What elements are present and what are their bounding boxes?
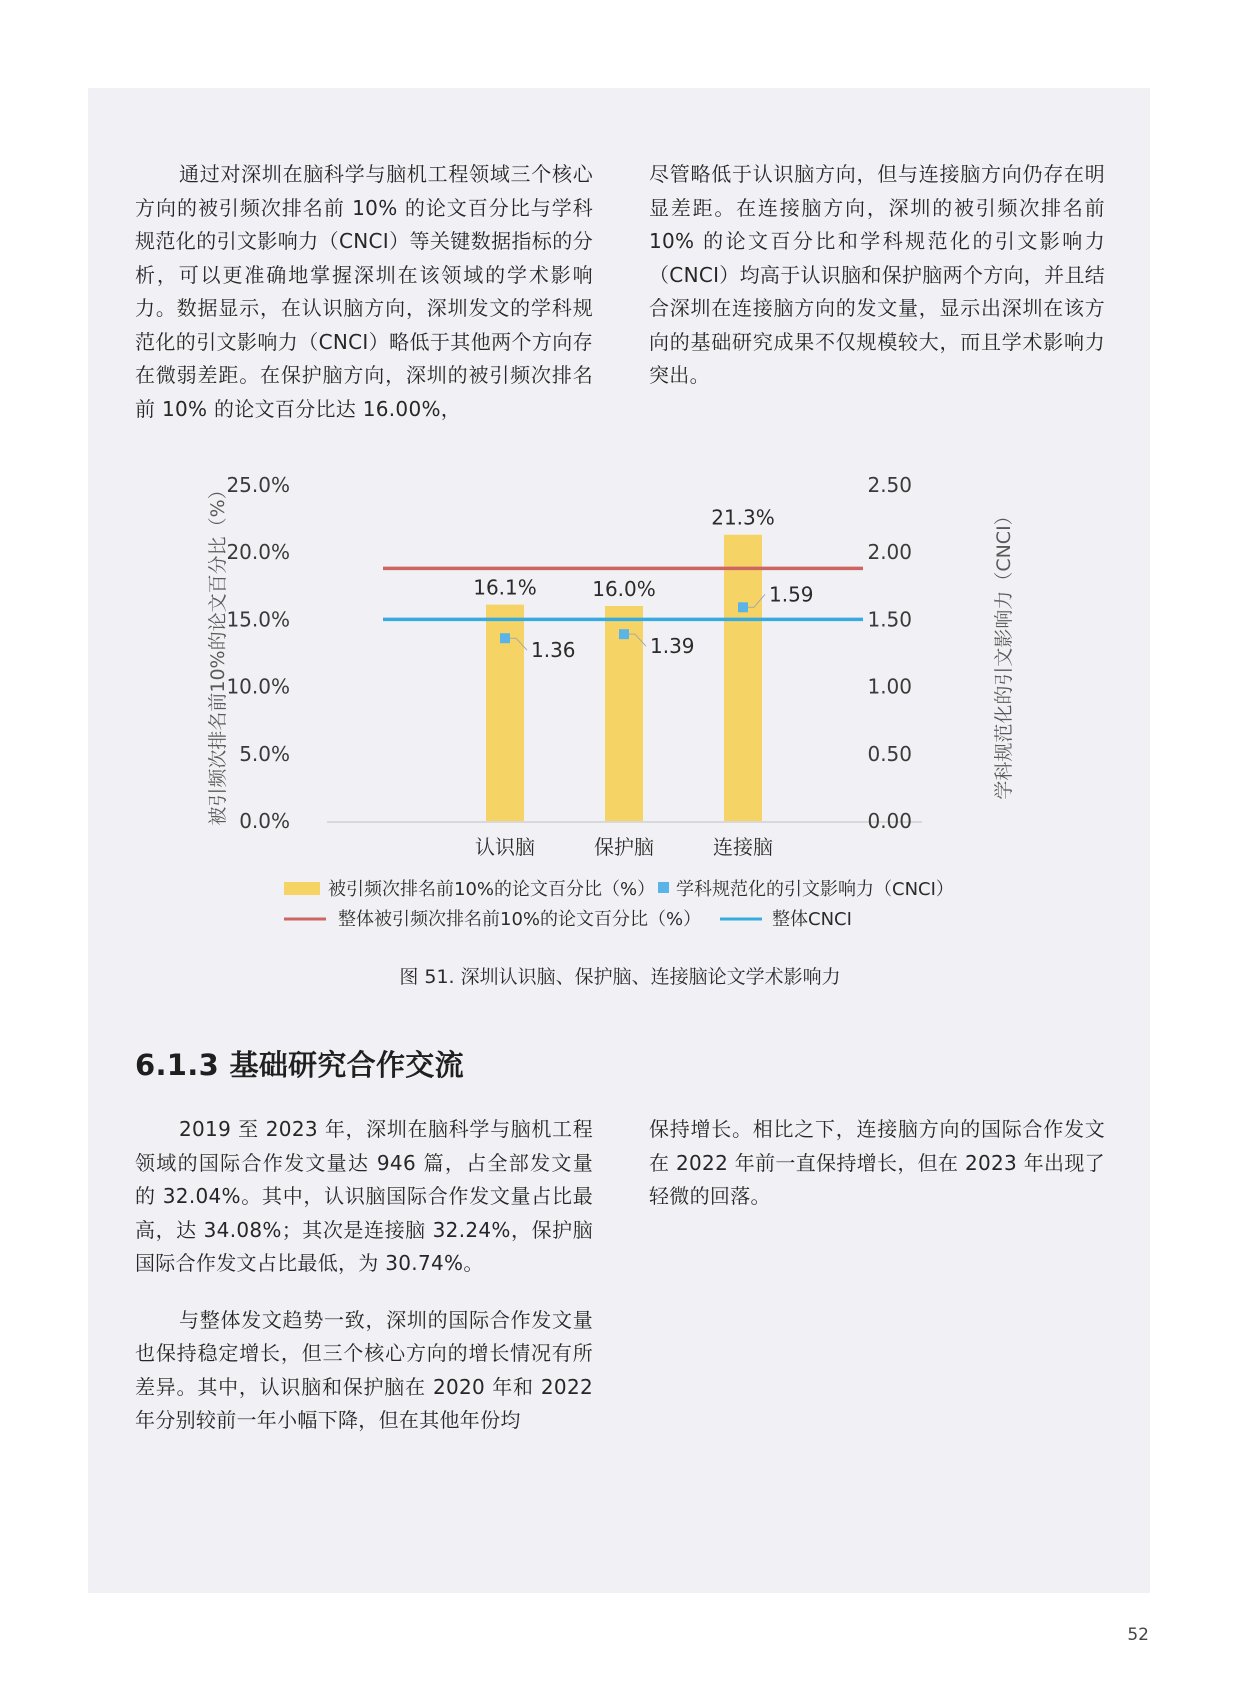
cnci-data-label: 1.59 [769,582,814,607]
text-column-left-top [135,158,593,426]
chart-svg [200,470,1030,940]
legend-overall-top10-label: 整体被引频次排名前10%的论文百分比（%） [338,909,702,930]
y-tick-label: 25.0% [226,473,290,497]
cnci-data-label: 1.39 [650,634,695,659]
legend-bar-label: 被引频次排名前10%的论文百分比（%） [328,879,656,900]
y-tick-label: 15.0% [226,607,290,632]
legend-marker-swatch [658,882,669,893]
paragraph-4: 与整体发文趋势一致，深圳的国际合作发文量也保持稳定增长，但三个核心方向的增长情况有所差异。其中，认识脑和保护脑在 2020 年和 2022 年分别较前一年小幅下降，但在其他年份均 [135,1307,593,1432]
bar-data-label: 21.3% [711,505,775,530]
y-axis-title: 被引频次排名前10%的论文百分比（%） [207,480,229,826]
paragraph-1: 通过对深圳在脑科学与脑机工程领域三个核心方向的被引频次排名前 10% 的论文百分比与学科规范化的引文影响力（CNCI）等关键数据指标的分析，可以更准确地掌握深圳在该领域的学术影响力。数据显示，在认识脑方向，深圳发文的学科规范化的引文影响力（CNCI）略低于其他两个方向存在微弱差距。在保护脑方向，深圳的被引频次排名前 10% 的论文百分比达 16.00%， [135,162,593,421]
cnci-marker [738,602,748,612]
y-tick-label: 5.0% [239,741,290,766]
bar-data-label: 16.0% [592,576,656,601]
y-tick-label: 10.0% [226,674,290,699]
y2-tick-label: 2.50 [867,473,912,497]
legend-overall-cnci-label: 整体CNCI [772,909,852,930]
bar-data-label: 16.1% [473,575,537,600]
text-column-left-bottom [135,1113,593,1438]
y-tick-label: 20.0% [226,540,290,565]
cnci-marker [619,629,629,639]
y2-tick-label: 1.50 [867,607,912,632]
text-column-right-top [649,158,1105,393]
legend-marker-label: 学科规范化的引文影响力（CNCI） [676,879,954,900]
y2-tick-label: 1.00 [867,674,912,699]
paragraph-3: 2019 至 2023 年，深圳在脑科学与脑机工程领域的国际合作发文量达 946 篇，占全部发文量的 32.04%。其中，认识脑国际合作发文量占比最高，达 34.08%；其次是连接脑 32.24%，保护脑国际合作发文占比最低，为 30.74%。 [135,1117,593,1275]
y2-tick-label: 0.50 [867,741,912,766]
figure-caption: 图 51. 深圳认识脑、保护脑、连接脑论文学术影响力 [399,966,841,988]
y2-tick-label: 0.00 [867,809,912,833]
paragraph-2: 尽管略低于认识脑方向，但与连接脑方向仍存在明显差距。在连接脑方向，深圳的被引频次排名前 10% 的论文百分比和学科规范化的引文影响力（CNCI）均高于认识脑和保护脑两个方向，并且结合深圳在连接脑方向的发文量，显示出深圳在该方向的基础研究成果不仅规模较大，而且学术影响力突出。 [649,162,1105,387]
paragraph-5: 保持增长。相比之下，连接脑方向的国际合作发文在 2022 年前一直保持增长，但在 2023 年出现了轻微的回落。 [649,1117,1105,1208]
cnci-marker [500,633,510,643]
cnci-data-label: 1.36 [531,638,576,663]
category-label: 认识脑 [475,835,535,859]
chart [200,470,1030,940]
category-label: 保护脑 [594,835,654,859]
section-heading: 6.1.3 基础研究合作交流 [135,1048,464,1082]
category-label: 连接脑 [713,835,773,859]
y2-tick-label: 2.00 [867,540,912,565]
legend-bar-swatch [284,882,320,895]
page-number: 52 [1127,1625,1149,1645]
text-column-right-bottom [649,1113,1105,1214]
y-tick-label: 0.0% [239,809,290,833]
y2-axis-title: 学科规范化的引文影响力（CNCI） [993,506,1015,800]
bar [724,535,762,821]
